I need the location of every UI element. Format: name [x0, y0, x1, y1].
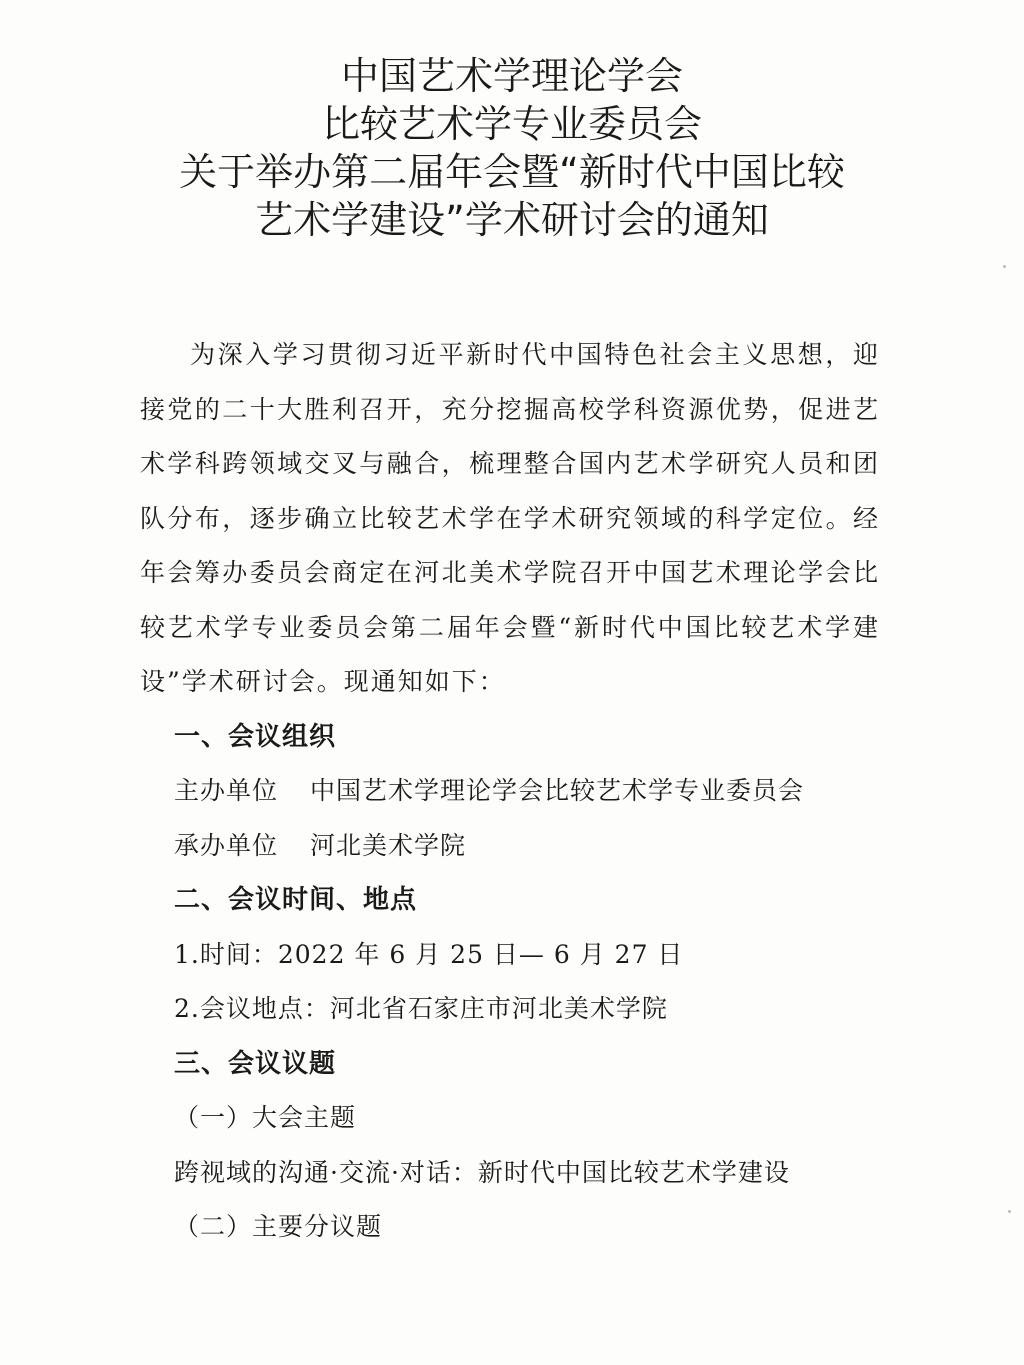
meeting-place: 2.会议地点：河北省石家庄市河北美术学院: [174, 994, 668, 1023]
subsection-2-heading: （二）主要分议题: [174, 1212, 383, 1241]
section-2-heading: 二、会议时间、地点: [174, 885, 418, 915]
meeting-time: 1.时间：2022 年 6 月 25 日— 6 月 27 日: [174, 939, 684, 969]
subsection-1-heading: （一）大会主题: [174, 1103, 357, 1132]
title-line-4: 艺术学建设”学术研讨会的通知: [255, 198, 769, 242]
organizer-unit-row: [140, 819, 880, 874]
host-unit-row: [140, 764, 880, 819]
conference-theme: 跨视域的沟通·交流·对话：新时代中国比较艺术学建设: [174, 1157, 790, 1187]
host-unit-label: 主办单位: [174, 776, 279, 805]
organizer-unit-value: 河北美术学院: [310, 830, 467, 860]
title-line-2: 比较艺术学专业委员会: [321, 102, 702, 146]
notice-body: [140, 328, 880, 1255]
title-line-1: 中国艺术学理论学会: [340, 54, 683, 98]
host-unit-value: 中国艺术学理论学会比较艺术学专业委员会: [310, 776, 805, 805]
notice-title: [0, 52, 1024, 244]
scan-speck: [1003, 265, 1006, 268]
section-1-heading: 一、会议组织: [174, 721, 337, 752]
organizer-unit-label: 承办单位: [174, 830, 279, 860]
intro-paragraph: 为深入学习贯彻习近平新时代中国特色社会主义思想，迎接党的二十大胜利召开，充分挖掘高校学科资源优势，促进艺术学科跨领域交叉与融合，梳理整合国内艺术学研究人员和团队分布，逐步确立比较艺术学在学术研究领域的科学定位。经年会筹办委员会商定在河北美术学院召开中国艺术理论学会比较艺术学专业委员会第二届年会暨“新时代中国比较艺术学建设”学术研讨会。现通知如下：: [140, 340, 880, 696]
section-3-heading: 三、会议议题: [174, 1048, 337, 1079]
title-line-3: 关于举办第二届年会暨“新时代中国比较: [179, 150, 845, 194]
scan-speck: [1008, 1210, 1011, 1213]
